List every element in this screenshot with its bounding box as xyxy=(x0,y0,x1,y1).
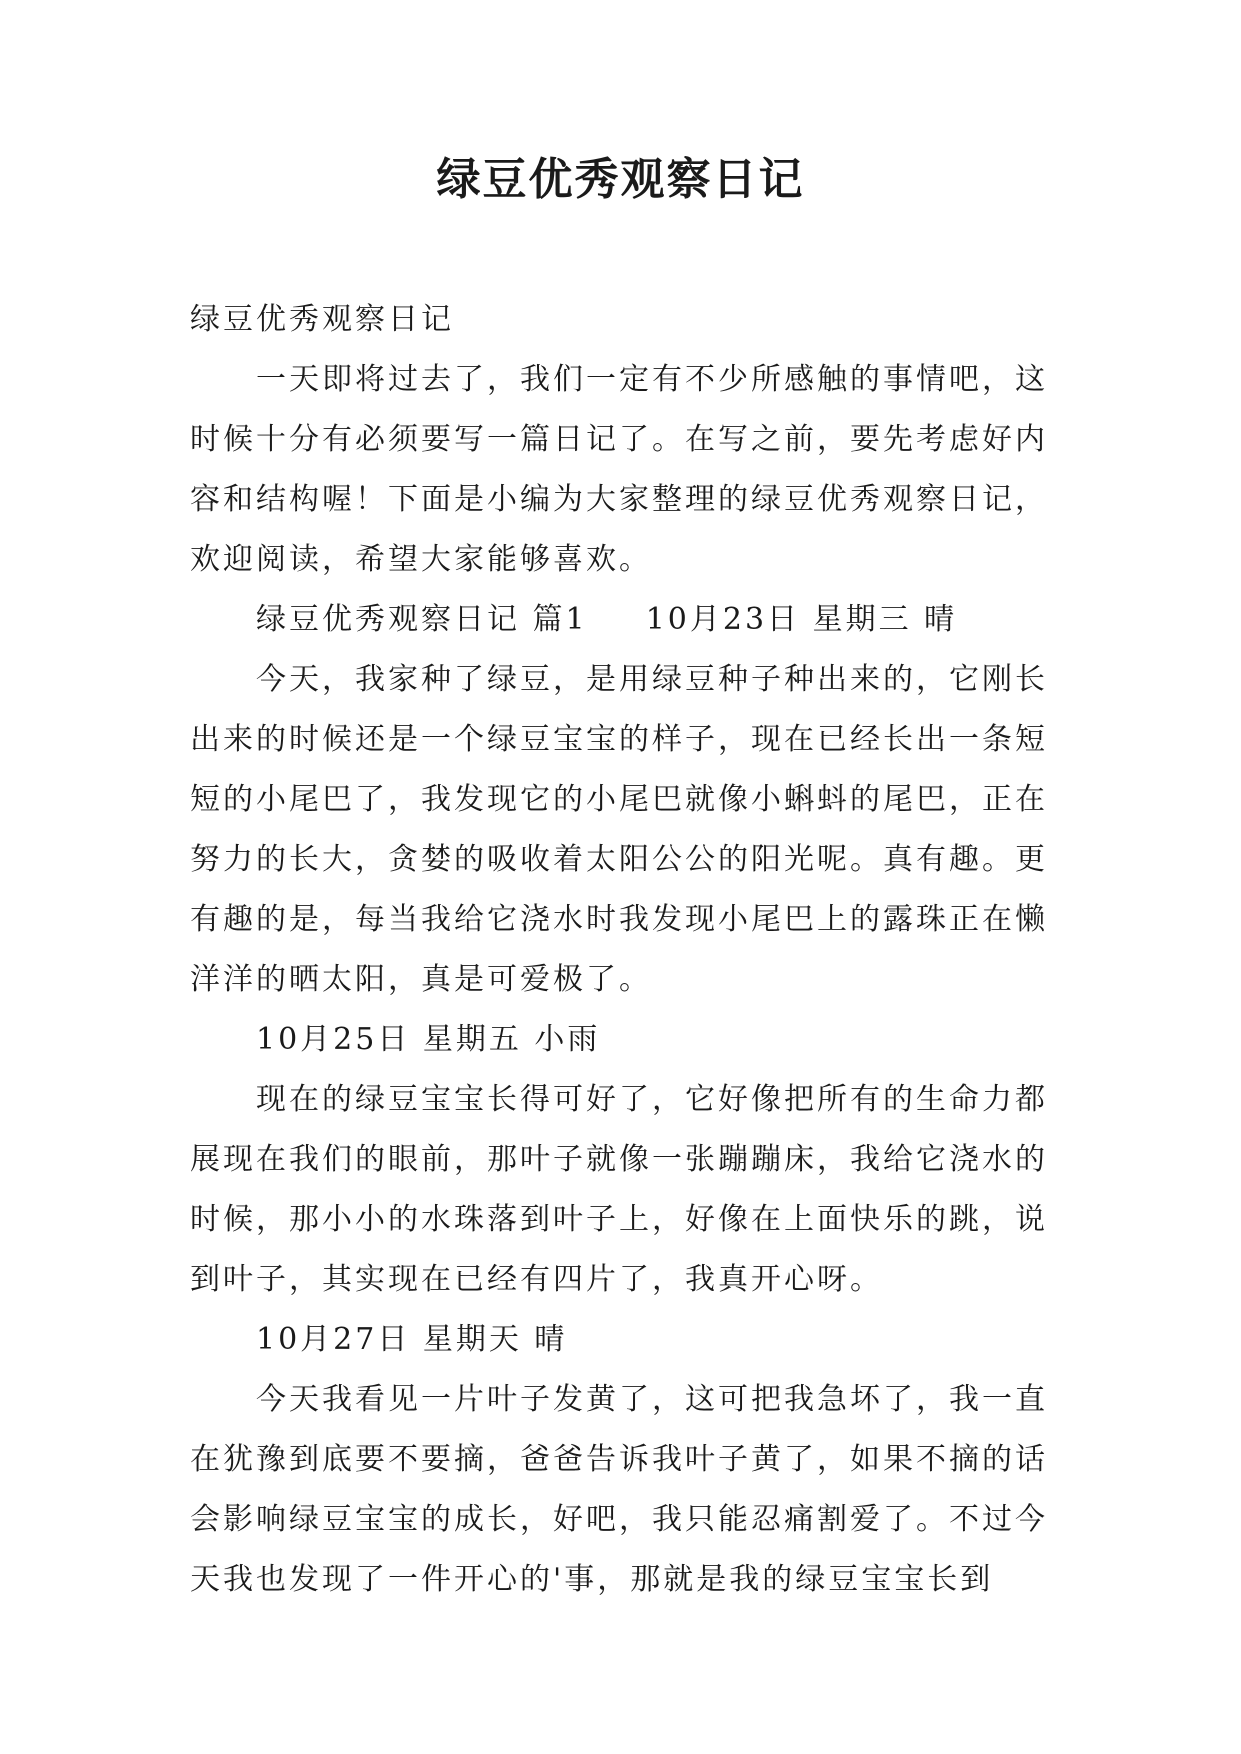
text-line: 今天，我家种了绿豆，是用绿豆种子种出来的，它刚长 xyxy=(256,662,1048,697)
text-line: 在犹豫到底要不要摘，爸爸告诉我叶子黄了，如果不摘的话 xyxy=(190,1442,1048,1477)
document-title: 绿豆优秀观察日记 xyxy=(436,154,805,205)
text-line: 欢迎阅读，希望大家能够喜欢。 xyxy=(190,542,652,577)
text-line: 短的小尾巴了，我发现它的小尾巴就像小蝌蚪的尾巴，正在 xyxy=(190,782,1048,817)
text-line: 现在的绿豆宝宝长得可好了，它好像把所有的生命力都 xyxy=(256,1082,1048,1117)
text-line: 出来的时候还是一个绿豆宝宝的样子，现在已经长出一条短 xyxy=(190,722,1048,757)
text-line: 绿豆优秀观察日记 篇1 10月23日 星期三 晴 xyxy=(256,602,958,637)
text-line: 有趣的是，每当我给它浇水时我发现小尾巴上的露珠正在懒 xyxy=(190,902,1048,937)
text-line: 会影响绿豆宝宝的成长，好吧，我只能忍痛割爱了。不过今 xyxy=(190,1502,1048,1537)
text-line: 容和结构喔！下面是小编为大家整理的绿豆优秀观察日记， xyxy=(190,482,1048,517)
text-line: 时候，那小小的水珠落到叶子上，好像在上面快乐的跳，说 xyxy=(190,1202,1048,1237)
text-line: 天我也发现了一件开心的'事，那就是我的绿豆宝宝长到 xyxy=(190,1562,994,1597)
text-line: 绿豆优秀观察日记 xyxy=(190,302,454,337)
text-line: 展现在我们的眼前，那叶子就像一张蹦蹦床，我给它浇水的 xyxy=(190,1142,1048,1177)
text-line: 今天我看见一片叶子发黄了，这可把我急坏了，我一直 xyxy=(256,1382,1048,1417)
text-line: 到叶子，其实现在已经有四片了，我真开心呀。 xyxy=(190,1262,883,1297)
text-line: 努力的长大，贪婪的吸收着太阳公公的阳光呢。真有趣。更 xyxy=(190,842,1048,877)
text-line: 一天即将过去了，我们一定有不少所感触的事情吧，这 xyxy=(256,362,1048,397)
text-line: 10月27日 星期天 晴 xyxy=(256,1322,568,1357)
document-body xyxy=(190,290,1060,1610)
text-line: 10月25日 星期五 小雨 xyxy=(256,1022,601,1057)
text-line: 洋洋的晒太阳，真是可爱极了。 xyxy=(190,962,652,997)
text-line: 时候十分有必须要写一篇日记了。在写之前，要先考虑好内 xyxy=(190,422,1048,457)
